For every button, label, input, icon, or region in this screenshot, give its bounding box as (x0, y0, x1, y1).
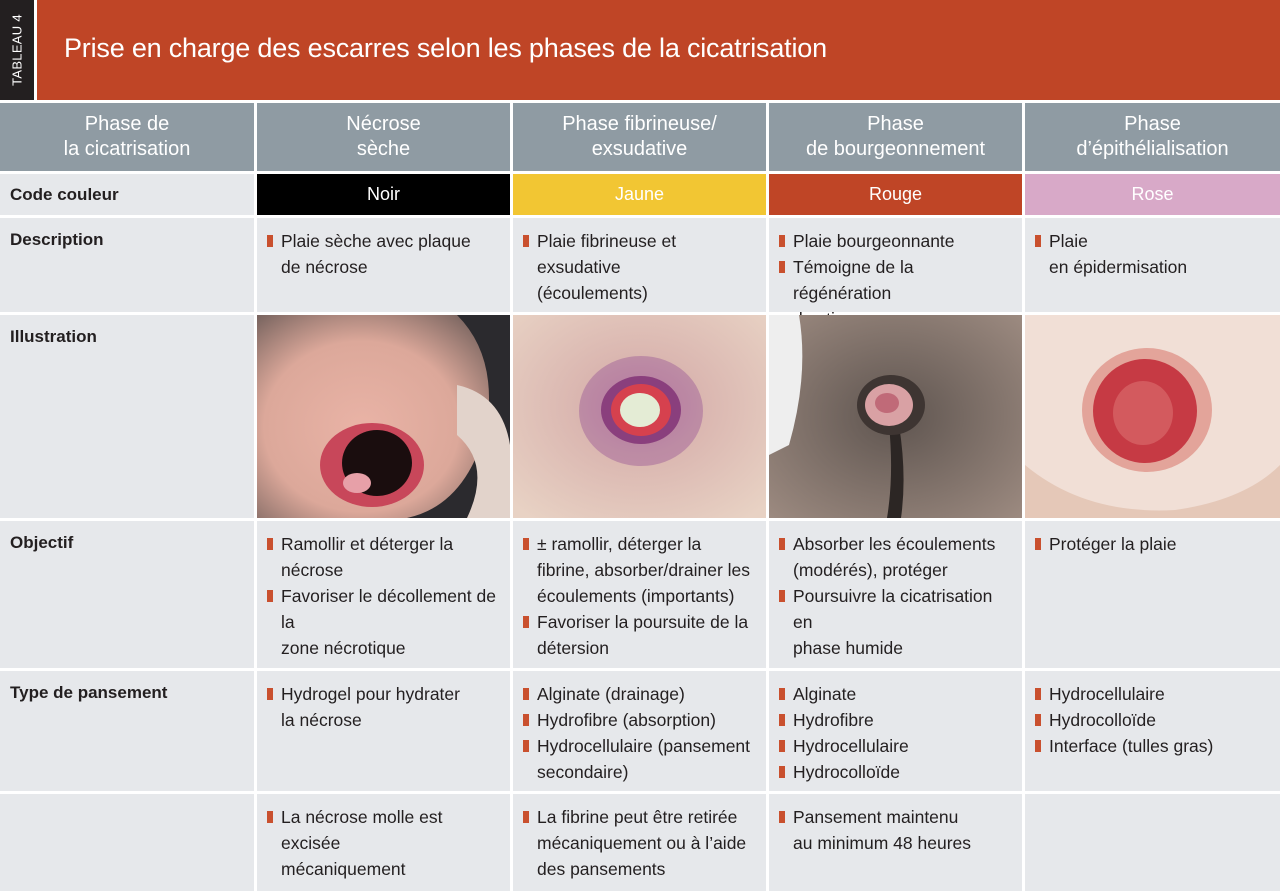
row-label-objectif: Objectif (0, 521, 254, 668)
pansement-epithelialisation (1025, 671, 1280, 791)
list-item (523, 531, 758, 609)
text-line: secondaire) (537, 762, 629, 782)
text-line: Alginate (drainage) (537, 684, 685, 704)
text-line: Ramollir et déterger la nécrose (281, 534, 454, 580)
text-line: Hydrofibre (absorption) (537, 710, 716, 730)
text-line: des pansements (537, 859, 666, 879)
list-item (1035, 531, 1272, 557)
header-epithelialisation (1025, 103, 1280, 171)
list-item (1035, 681, 1272, 707)
list-item (779, 681, 1014, 707)
title-banner (0, 0, 1280, 100)
page-title: Prise en charge des escarres selon les phases de la cicatrisation (64, 33, 827, 63)
granulation-wound-image (769, 315, 1022, 518)
header-line: Phase de (84, 113, 170, 135)
text-line: Hydrocellulaire (1049, 684, 1165, 704)
row-label-illustration: Illustration (0, 315, 254, 518)
list-item (267, 228, 502, 280)
bullet-icon (779, 590, 785, 602)
color-swatch-jaune: Jaune (513, 174, 766, 215)
fibrinous-wound-image (513, 315, 766, 518)
text-line: détersion (537, 638, 609, 658)
bullet-icon (523, 811, 529, 823)
text-line: écoulements (importants) (537, 586, 735, 606)
fibrinous-wound-photo (513, 315, 766, 518)
text-line: (modérés), protéger (793, 560, 948, 580)
row-label-code-couleur: Code couleur (0, 174, 254, 215)
text-line: Hydrogel pour hydrater (281, 684, 460, 704)
header-line: sèche (356, 138, 411, 160)
header-line: Phase fibrineuse/ (562, 113, 717, 135)
description-fibrineuse (513, 218, 766, 312)
bullet-icon (779, 811, 785, 823)
text-line: en épidermisation (1049, 257, 1188, 277)
pansement-fibrineuse (513, 671, 766, 791)
text-line: Plaie bourgeonnante (793, 231, 955, 251)
text-line: Alginate (793, 684, 857, 704)
remarque-necrose (257, 794, 510, 891)
text-line: mécaniquement (281, 859, 406, 879)
text-line: (écoulements) (537, 283, 648, 303)
bullet-icon (523, 235, 529, 247)
text-line: Pansement maintenu (793, 807, 959, 827)
text-line: Hydrocellulaire (793, 736, 909, 756)
text-line: Interface (tulles gras) (1049, 736, 1214, 756)
text-line: Hydrocolloïde (793, 762, 900, 782)
list-item (779, 707, 1014, 733)
text-line: Absorber les écoulements (793, 534, 996, 554)
remarque-fibrineuse (513, 794, 766, 891)
text-line: Protéger la plaie (1049, 534, 1177, 554)
description-bourgeonnement (769, 218, 1022, 312)
list-item (267, 681, 502, 733)
bullet-icon (779, 766, 785, 778)
bullet-icon (779, 235, 785, 247)
bullet-icon (523, 740, 529, 752)
list-item (523, 681, 758, 707)
bullet-icon (1035, 235, 1041, 247)
list-item (267, 583, 502, 661)
header-phase-label (0, 103, 254, 171)
text-line: phase humide (793, 638, 903, 658)
granulation-wound-photo (769, 315, 1022, 518)
description-epithelialisation (1025, 218, 1280, 312)
header-line: Nécrose (346, 113, 421, 135)
text-line: Témoigne de la régénération (793, 257, 914, 303)
pansement-bourgeonnement (769, 671, 1022, 791)
list-item (779, 531, 1014, 583)
text-line: Poursuivre la cicatrisation en (793, 586, 993, 632)
bullet-icon (1035, 740, 1041, 752)
bullet-icon (523, 688, 529, 700)
text-line: Favoriser le décollement de la (281, 586, 496, 632)
header-line: Phase (867, 113, 924, 135)
necrosis-wound-image (257, 315, 510, 518)
text-line: de nécrose (281, 257, 368, 277)
header-line: exsudative (591, 138, 688, 160)
bullet-icon (1035, 714, 1041, 726)
header-line: d’épithélialisation (1076, 138, 1229, 160)
remarque-bourgeonnement (769, 794, 1022, 891)
text-line: Favoriser la poursuite de la (537, 612, 749, 632)
bullet-icon (779, 740, 785, 752)
list-item (1035, 707, 1272, 733)
header-bourgeonnement (769, 103, 1022, 171)
text-line: Hydrocellulaire (pansement (537, 736, 751, 756)
list-item (523, 804, 758, 882)
row-label-description: Description (0, 218, 254, 312)
text-line: La fibrine peut être retirée (537, 807, 738, 827)
header-necrose (257, 103, 510, 171)
list-item (779, 228, 1014, 254)
row-label-type-pansement: Type de pansement (0, 671, 254, 791)
header-line: la cicatrisation (63, 138, 191, 160)
bullet-icon (523, 538, 529, 550)
bullet-icon (779, 261, 785, 273)
text-line: ± ramollir, déterger la (537, 534, 702, 554)
bullet-icon (267, 590, 273, 602)
list-item (779, 583, 1014, 661)
list-item (779, 759, 1014, 785)
header-line: Phase (1124, 113, 1181, 135)
color-swatch-noir: Noir (257, 174, 510, 215)
text-line: la nécrose (281, 710, 362, 730)
bullet-icon (523, 616, 529, 628)
text-line: au minimum 48 heures (793, 833, 971, 853)
text-line: Plaie sèche avec plaque (281, 231, 471, 251)
text-line: Hydrofibre (793, 710, 874, 730)
row-label-remarque-empty (0, 794, 254, 891)
objectif-bourgeonnement (769, 521, 1022, 668)
remarque-epithelialisation-empty (1025, 794, 1280, 891)
text-line: Plaie (1049, 231, 1088, 251)
list-item (523, 228, 758, 306)
description-necrose (257, 218, 510, 312)
list-item (267, 531, 502, 583)
bullet-icon (267, 235, 273, 247)
bullet-icon (779, 538, 785, 550)
header-line: de bourgeonnement (805, 138, 986, 160)
epithelialisation-wound-image (1025, 315, 1280, 518)
bullet-icon (779, 688, 785, 700)
title-bar (37, 0, 1280, 100)
text-line: zone nécrotique (281, 638, 406, 658)
objectif-epithelialisation (1025, 521, 1280, 668)
bullet-icon (1035, 688, 1041, 700)
bullet-icon (523, 714, 529, 726)
bullet-icon (267, 811, 273, 823)
list-item (779, 733, 1014, 759)
necrosis-wound-photo (257, 315, 510, 518)
color-swatch-rose: Rose (1025, 174, 1280, 215)
list-item (779, 804, 1014, 856)
bullet-icon (267, 538, 273, 550)
objectif-necrose (257, 521, 510, 668)
text-line: Plaie fibrineuse et exsudative (537, 231, 677, 277)
text-line: fibrine, absorber/drainer les (537, 560, 751, 580)
pansement-necrose (257, 671, 510, 791)
bullet-icon (267, 688, 273, 700)
list-item (1035, 228, 1272, 280)
table-number-label: TABLEAU 4 (9, 14, 25, 86)
list-item (267, 804, 502, 882)
header-fibrineuse (513, 103, 766, 171)
color-swatch-rouge: Rouge (769, 174, 1022, 215)
list-item (1035, 733, 1272, 759)
text-line: mécaniquement ou à l’aide (537, 833, 747, 853)
wound-care-table (0, 100, 1280, 891)
table-number-tab (0, 0, 34, 100)
text-line: La nécrose molle est excisée (281, 807, 443, 853)
list-item (523, 707, 758, 733)
objectif-fibrineuse (513, 521, 766, 668)
list-item (523, 609, 758, 661)
list-item (523, 733, 758, 785)
epithelialisation-wound-photo (1025, 315, 1280, 518)
bullet-icon (1035, 538, 1041, 550)
text-line: Hydrocolloïde (1049, 710, 1156, 730)
bullet-icon (779, 714, 785, 726)
